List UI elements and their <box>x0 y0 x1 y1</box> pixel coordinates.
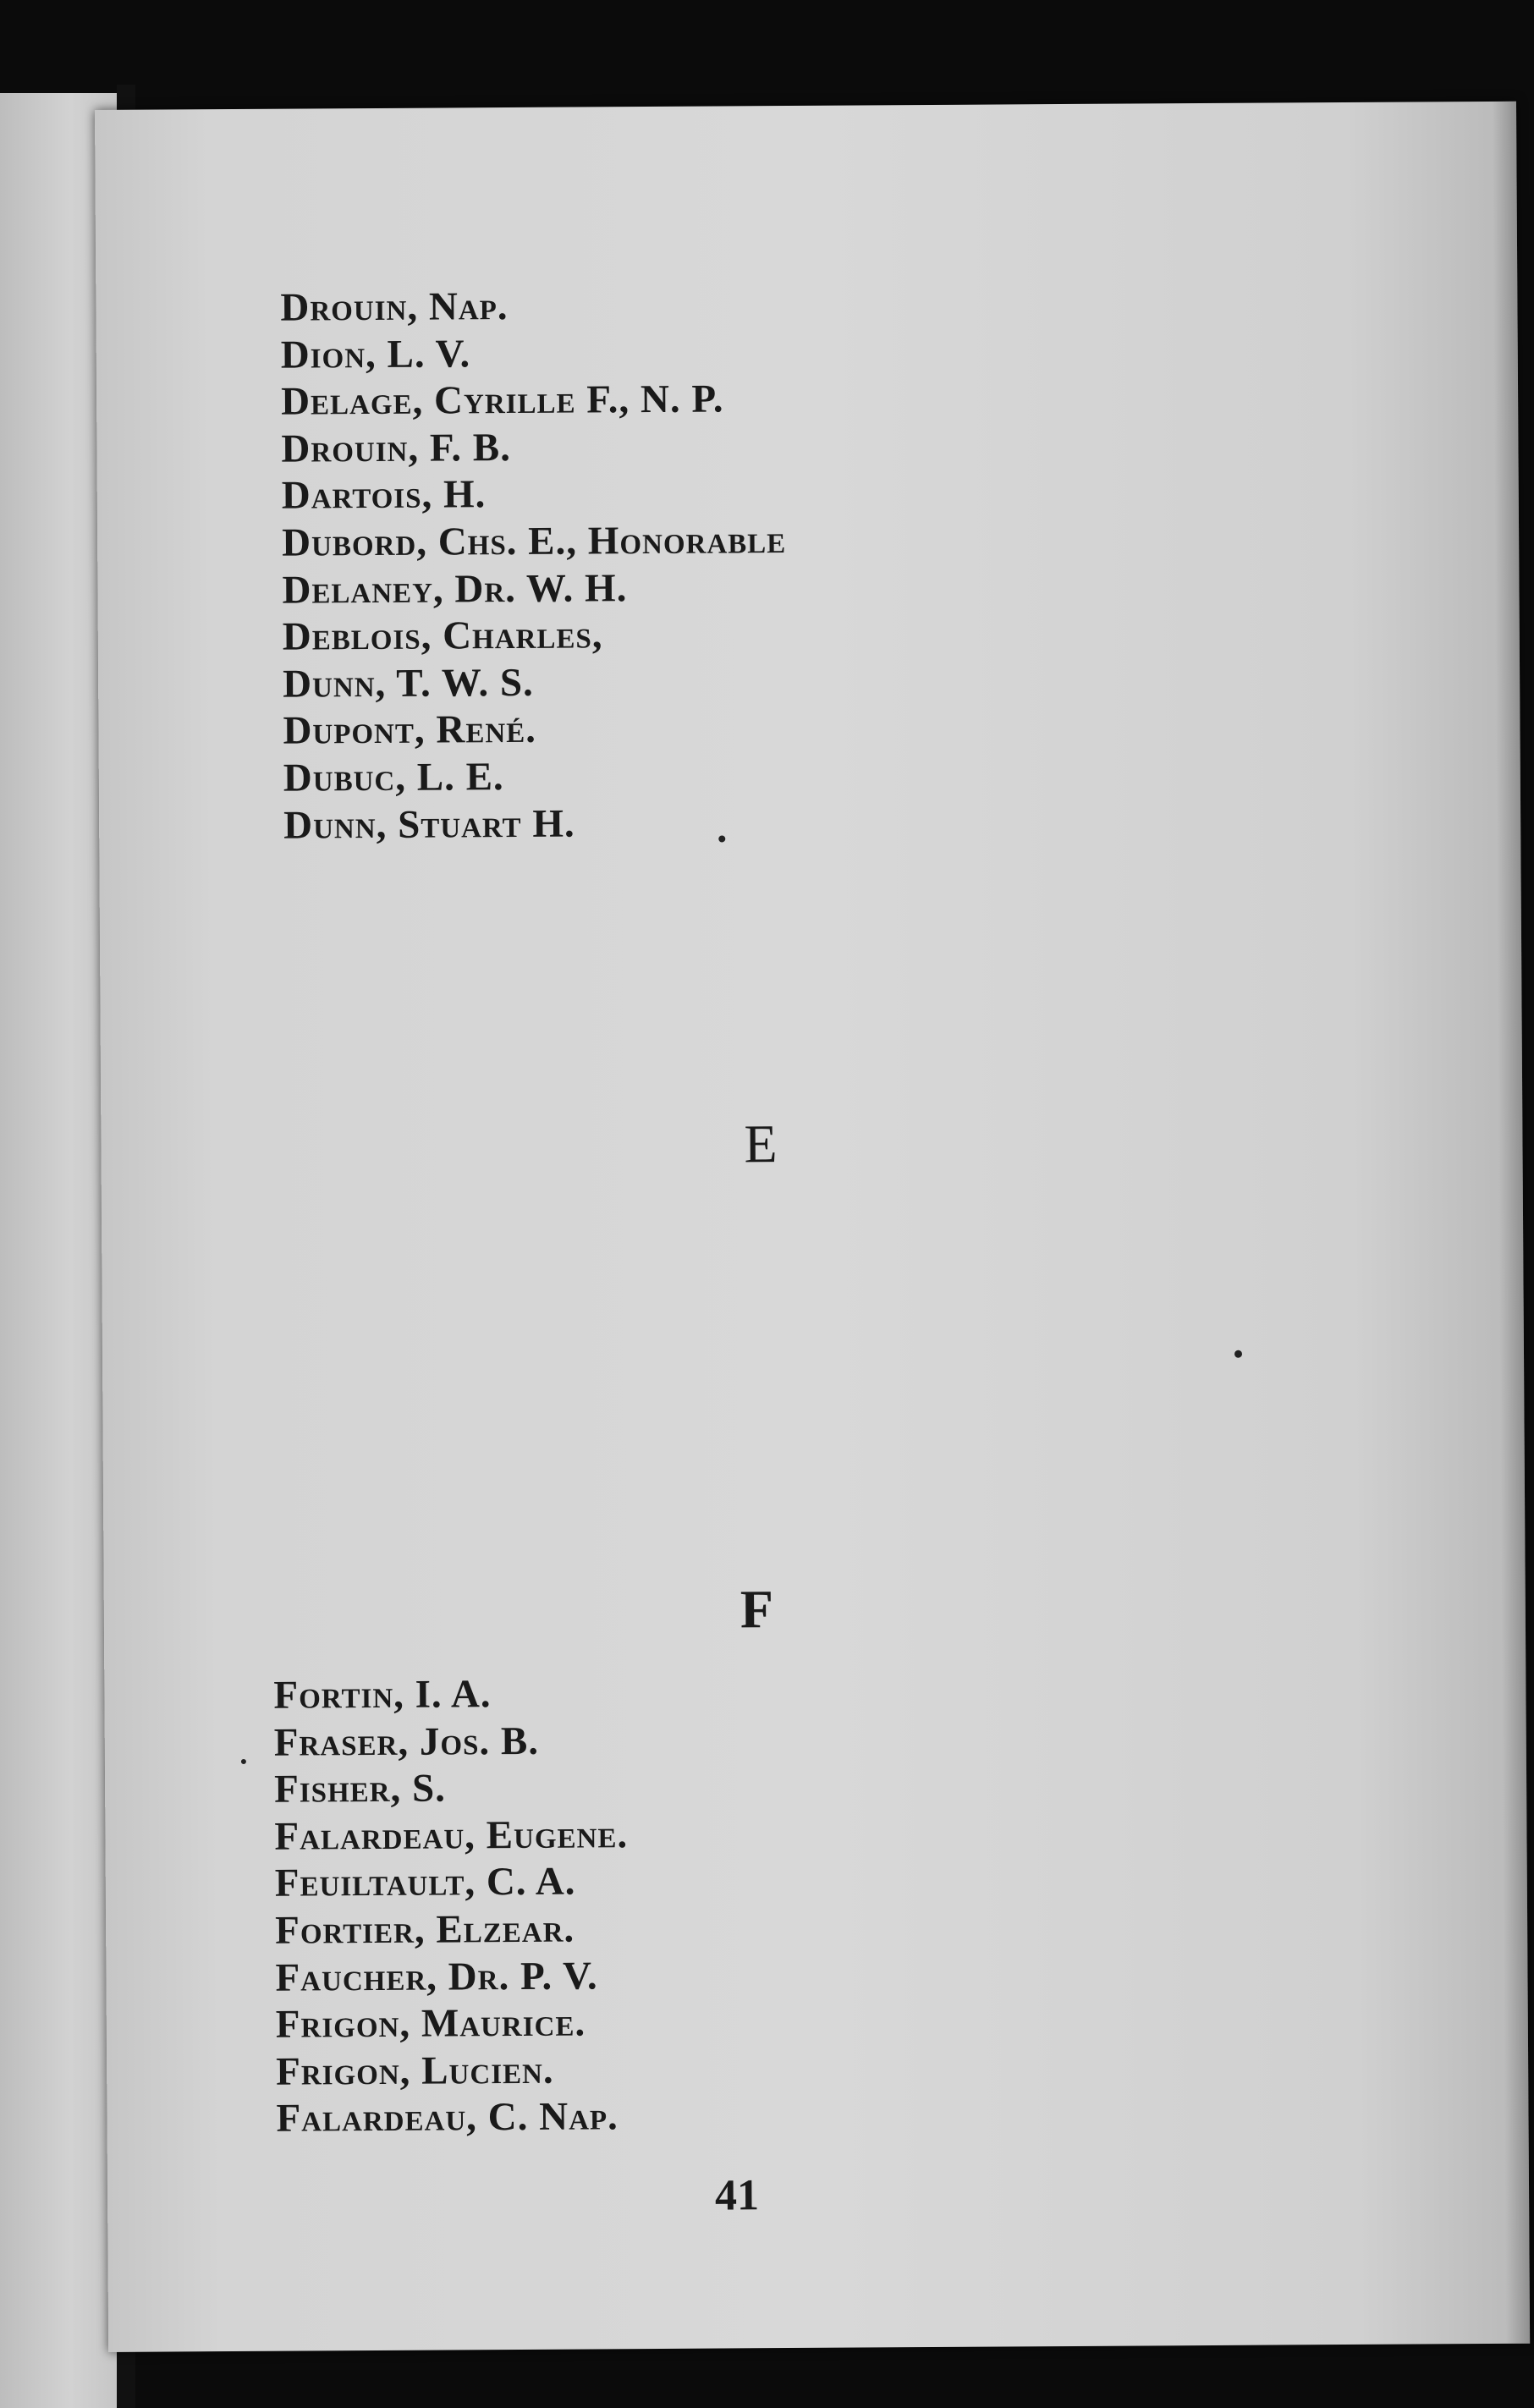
list-item: Feuiltault, C. A. <box>274 1859 576 1906</box>
ink-speck <box>718 835 725 842</box>
list-item: Frigon, Maurice. <box>275 2000 586 2047</box>
page-number: 41 <box>714 2171 760 2220</box>
section-heading-f: F <box>740 1579 774 1640</box>
list-item: Dunn, Stuart H. <box>283 801 575 848</box>
list-item: Fortier, Elzear. <box>274 1906 575 1953</box>
list-item: Dartois, H. <box>281 472 487 519</box>
list-item: Falardeau, Eugene. <box>274 1811 629 1859</box>
list-item: Dupont, René. <box>283 707 537 753</box>
list-item: Dubuc, L. E. <box>283 754 504 800</box>
list-item: Deblois, Charles, <box>282 613 603 659</box>
list-item: Drouin, F. B. <box>281 425 512 471</box>
list-item: Fraser, Jos. B. <box>273 1718 540 1765</box>
list-item: Delage, Cyrille F., N. P. <box>280 377 724 424</box>
page-shadow-edge <box>1493 102 1530 2344</box>
list-item: Dubord, Chs. E., Honorable <box>281 517 787 565</box>
list-item: Drouin, Nap. <box>280 284 509 330</box>
list-item: Dunn, T. W. S. <box>282 660 534 706</box>
ink-speck <box>1234 1350 1242 1358</box>
list-item: Faucher, Dr. P. V. <box>275 1953 598 2000</box>
section-d-list <box>280 282 788 849</box>
list-item: Dion, L. V. <box>280 331 471 377</box>
ink-speck <box>241 1759 246 1764</box>
list-item: Frigon, Lucien. <box>276 2048 554 2094</box>
list-item: Delaney, Dr. W. H. <box>282 565 628 613</box>
section-f-list <box>273 1670 630 2142</box>
list-item: Fisher, S. <box>273 1766 447 1811</box>
section-heading-e: E <box>744 1113 778 1174</box>
list-item: Falardeau, C. Nap. <box>276 2094 619 2141</box>
list-item: Fortin, I. A. <box>273 1672 492 1718</box>
book-page <box>95 102 1530 2352</box>
